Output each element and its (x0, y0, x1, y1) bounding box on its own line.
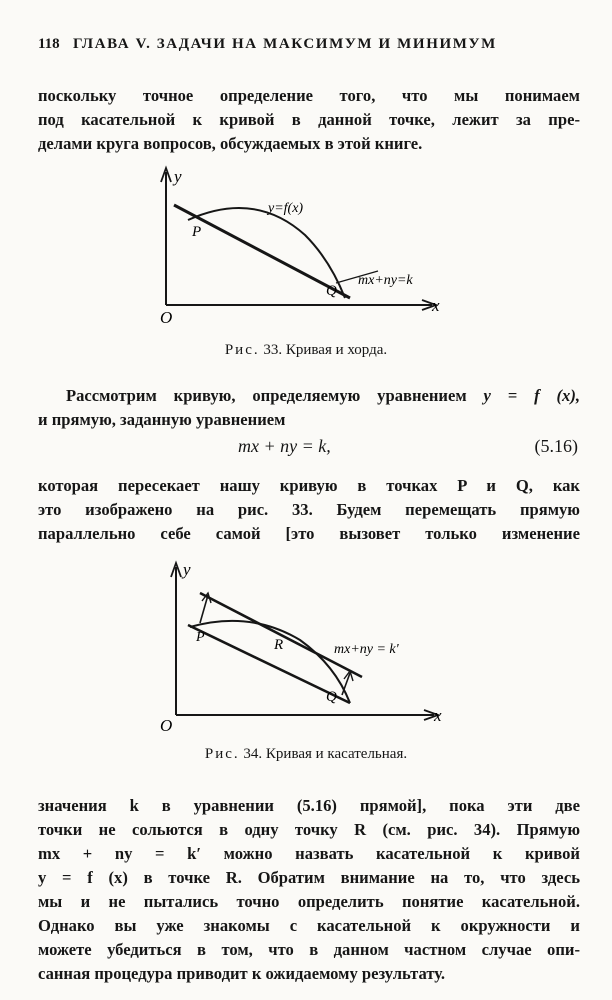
chord-line (174, 205, 350, 298)
text-line: которая пересекает нашу кривую в точках P и Q, как (38, 476, 580, 495)
running-header (38, 36, 578, 53)
fig33-line-label: mx+ny=k (358, 273, 413, 288)
fig33-curve-label: y=f(x) (268, 201, 304, 216)
equation-formula: mx + ny = k, (238, 436, 331, 456)
fig34-p-label: P (196, 630, 205, 645)
line-text: Рассмотрим кривую, определяемую уравнением (66, 386, 467, 405)
figure-34 (0, 555, 612, 745)
paragraph-1 (38, 84, 580, 156)
equation-number: (5.16) (534, 436, 578, 456)
text-line: mx + ny = k′ можно назвать касательной к кривой (38, 844, 580, 863)
fig33-origin-label: O (160, 308, 173, 327)
text-line: мы и не пытались точно определить понятие касательной. (38, 892, 580, 911)
paragraph-2 (38, 384, 580, 432)
text-line: делами круга вопросов, обсуждаемых в этой книге. (38, 134, 423, 153)
fig34-line-label: mx+ny = k' (334, 642, 399, 657)
caption-prefix: Рис. (224, 342, 260, 358)
fig34-r-label: R (274, 637, 284, 653)
paragraph-3 (38, 474, 580, 546)
text-line: Однако вы уже знакомы с касательной к окружности и (38, 916, 580, 935)
tangent-line (200, 593, 362, 677)
figure-33 (0, 160, 612, 360)
fig34-x-label: x (434, 706, 442, 725)
fig33-y-label: y (174, 167, 182, 186)
figure-34-caption (0, 746, 612, 763)
page-number: 118 (38, 36, 60, 52)
math-inline: y = f (x), (483, 386, 580, 405)
caption-text: 33. Кривая и хорда. (263, 342, 388, 358)
fig34-origin-label: O (160, 716, 173, 735)
text-line (38, 384, 580, 408)
fig33-q-label: Q (326, 283, 337, 299)
figure-33-caption (0, 342, 612, 359)
running-title: ГЛАВА V. ЗАДАЧИ НА МАКСИМУМ И МИНИМУМ (73, 36, 497, 52)
text-line: и прямую, заданную уравнением (38, 410, 286, 429)
text-line: y = f (x) в точке R. Обратим внимание на то, что здесь (38, 868, 580, 887)
paragraph-4 (38, 794, 580, 986)
text-line: санная процедура приводит к ожидаемому результату. (38, 964, 446, 983)
text-line: это изображено на рис. 33. Будем перемещать прямую (38, 500, 580, 519)
text-line: точки не сольются в одну точку R (см. рис. 34). Прямую (38, 820, 580, 839)
text-line: параллельно себе самой [это вызовет только изменение (38, 524, 580, 543)
caption-text: 34. Кривая и касательная. (243, 746, 408, 762)
fig33-p-label: P (192, 224, 202, 240)
text-line: можете убедиться в том, что в данном частном случае опи- (38, 940, 580, 959)
equation-5-16 (38, 436, 580, 462)
text-line: значения k в уравнении (5.16) прямой], пока эти две (38, 796, 580, 815)
caption-prefix: Рис. (204, 746, 240, 762)
text-line: под касательной к кривой в данной точке, лежит за пре- (38, 110, 580, 129)
fig34-q-label: Q (326, 689, 337, 705)
text-line: поскольку точное определение того, что мы понимаем (38, 86, 580, 105)
fig34-y-label: y (183, 560, 191, 579)
fig33-x-label: x (432, 296, 440, 315)
